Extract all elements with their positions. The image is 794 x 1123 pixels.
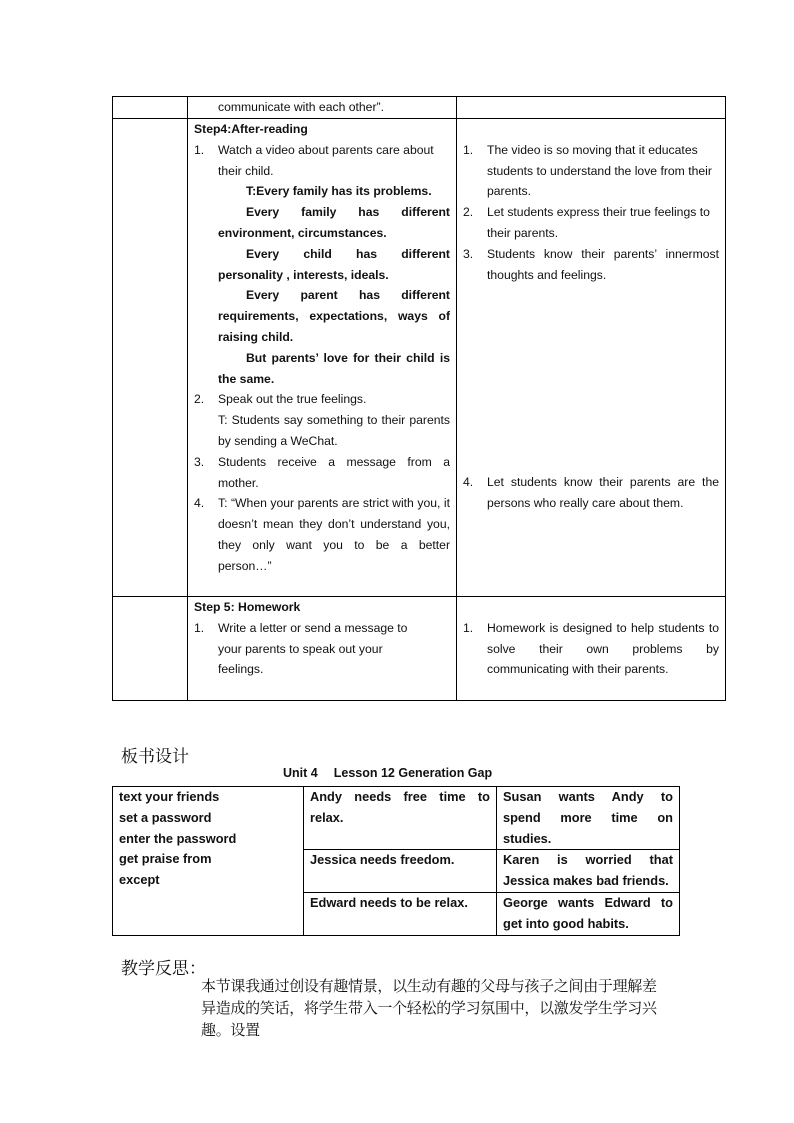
list-number: 1.	[463, 620, 474, 635]
vocab-phrase: get praise from	[119, 851, 212, 867]
vocab-phrase: enter the password	[119, 830, 237, 846]
reflection-heading: 教学反思：	[121, 959, 206, 979]
list-item	[194, 389, 450, 451]
teacher-line: T:Every family has its problems.	[246, 184, 432, 199]
teacher-line: Every child has different personality , interests, ideals.	[218, 246, 450, 282]
list-number: 1.	[194, 142, 205, 157]
list-item-text: Watch a video about parents care about their child.	[218, 142, 434, 178]
list-item-text: Students receive a message from a mother.	[218, 454, 450, 490]
teacher-line: Every parent has different requirements, expectations, ways of raising child.	[218, 288, 450, 344]
list-item-text: Let students know their parents are the persons who really care about them.	[487, 475, 719, 511]
list-number: 2.	[194, 392, 205, 407]
parent-wish-cell: Karen is worried that Jessica makes bad friends.	[497, 850, 680, 893]
list-item	[463, 618, 719, 680]
parent-wish-cell: George wants Edward to get into good habits.	[497, 892, 680, 935]
list-item	[194, 140, 450, 390]
step4-purpose-cell	[457, 119, 726, 597]
unit-label: Unit 4	[283, 766, 318, 780]
list-item-text: Write a letter or send a message to your parents to speak out your feelings.	[218, 620, 408, 677]
activity-cell	[188, 97, 457, 119]
table-row	[113, 787, 680, 850]
list-item-text: The video is so moving that it educates students to understand the love from their parents.	[487, 142, 712, 199]
lesson-label: Lesson 12 Generation Gap	[333, 766, 493, 780]
child-need-cell: Edward needs to be relax.	[304, 892, 497, 935]
list-number: 4.	[194, 496, 205, 511]
board-title	[283, 766, 492, 780]
list-item-text: Let students express their true feelings to their parents.	[487, 205, 710, 240]
list-item	[463, 140, 719, 202]
list-item	[463, 202, 719, 244]
list-number: 2.	[463, 205, 474, 220]
list-item-text: Speak out the true feelings.	[218, 392, 367, 407]
table-row	[113, 597, 726, 701]
purpose-cell	[457, 97, 726, 119]
list-number: 1.	[463, 142, 474, 157]
vocab-phrase: except	[119, 872, 160, 888]
teacher-line: T: Students say something to their parents by sending a WeChat.	[218, 413, 450, 448]
board-design-heading: 板书设计	[121, 747, 189, 767]
vocab-phrase: text your friends	[119, 789, 220, 804]
list-number: 3.	[463, 246, 474, 261]
empty-cell	[113, 597, 188, 701]
board-design-table	[112, 786, 680, 936]
teacher-line: But parents’ love for their child is the same.	[218, 350, 450, 386]
table-row	[113, 119, 726, 597]
step4-activity-cell	[188, 119, 457, 597]
vocab-phrase: set a password	[119, 809, 212, 825]
child-need-cell: Andy needs free time to relax.	[304, 787, 497, 850]
list-item	[463, 244, 719, 286]
table-row	[113, 97, 726, 119]
activity-text: communicate with each other”.	[218, 100, 384, 114]
step4-list	[194, 140, 450, 577]
vocabulary-cell	[113, 787, 304, 936]
list-number: 3.	[194, 454, 205, 469]
child-need-cell: Jessica needs freedom.	[304, 850, 497, 893]
step5-list	[194, 618, 450, 680]
step-title: Step4:After-reading	[194, 122, 308, 136]
empty-cell	[113, 97, 188, 119]
lesson-plan-table	[112, 96, 726, 701]
list-number: 1.	[194, 620, 205, 635]
reflection-text: 本节课我通过创设有趣情景，以生动有趣的父母与孩子之间由于理解差异造成的笑话，将学生带入一个轻松的学习氛围中，以激发学生学习兴趣。设置	[201, 977, 657, 1039]
list-item	[194, 493, 450, 576]
parent-wish-cell: Susan wants Andy to spend more time on studies.	[497, 787, 680, 850]
list-number: 4.	[463, 475, 474, 490]
list-item-text: Students know their parents’ innermost thoughts and feelings.	[487, 246, 719, 282]
list-item-text: Homework is designed to help students to solve their own problems by communicating with their parents.	[487, 620, 719, 677]
list-item	[194, 452, 450, 494]
empty-cell	[113, 119, 188, 597]
list-item-text: T: “When your parents are strict with you, it doesn’t mean they don’t understand you, they only want you to be a better person…”	[218, 496, 450, 573]
teacher-line: Every family has different environment, circumstances.	[218, 205, 450, 240]
list-item	[463, 472, 719, 514]
step-title: Step 5: Homework	[194, 600, 301, 614]
step4-purpose-list	[463, 140, 719, 286]
list-item	[194, 618, 450, 680]
step5-purpose-cell	[457, 597, 726, 701]
step5-activity-cell	[188, 597, 457, 701]
step5-purpose-list	[463, 618, 719, 680]
